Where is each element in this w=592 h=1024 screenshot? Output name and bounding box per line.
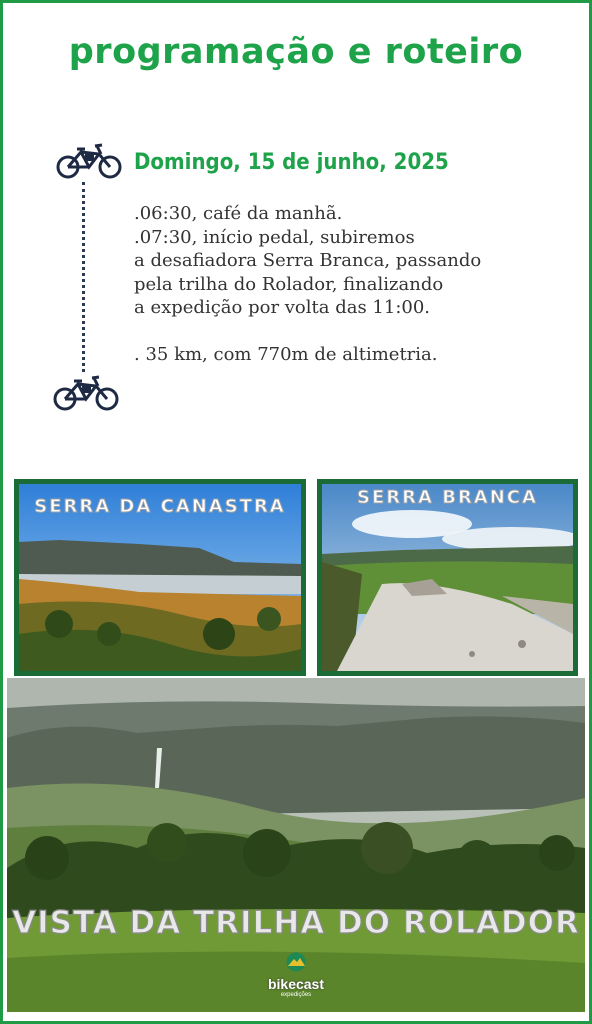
schedule-line: .06:30, café da manhã. xyxy=(134,203,343,224)
photo-caption: VISTA DA TRILHA DO ROLADOR xyxy=(12,905,580,941)
photo-serra-da-canastra xyxy=(14,479,306,676)
schedule-line: .07:30, início pedal, subiremos xyxy=(134,226,415,248)
bicycle-icon xyxy=(55,140,123,180)
bicycle-icon xyxy=(52,372,120,412)
event-date: Domingo, 15 de junho, 2025 xyxy=(134,150,449,175)
bikecast-logo xyxy=(262,952,330,1000)
schedule-line: a desafiadora Serra Branca, passando xyxy=(134,250,482,271)
distance-text: . 35 km, com 770m de altimetria. xyxy=(134,344,438,365)
landscape-image xyxy=(322,484,573,671)
photo-label: SERRA DA CANASTRA xyxy=(34,496,286,517)
mountain-logo-icon xyxy=(285,952,307,972)
route-dotted-line xyxy=(82,182,89,372)
photo-serra-branca xyxy=(317,479,578,676)
page-title: programação e roteiro xyxy=(68,32,524,72)
logo-subtitle: expedições xyxy=(280,992,312,998)
logo-name: bikecast xyxy=(267,976,325,992)
photo-label: SERRA BRANCA xyxy=(357,487,538,508)
schedule-line: pela trilha do Rolador, finalizando xyxy=(134,273,444,295)
schedule-text xyxy=(134,202,481,320)
schedule-line: a expedição por volta das 11:00. xyxy=(134,297,431,318)
